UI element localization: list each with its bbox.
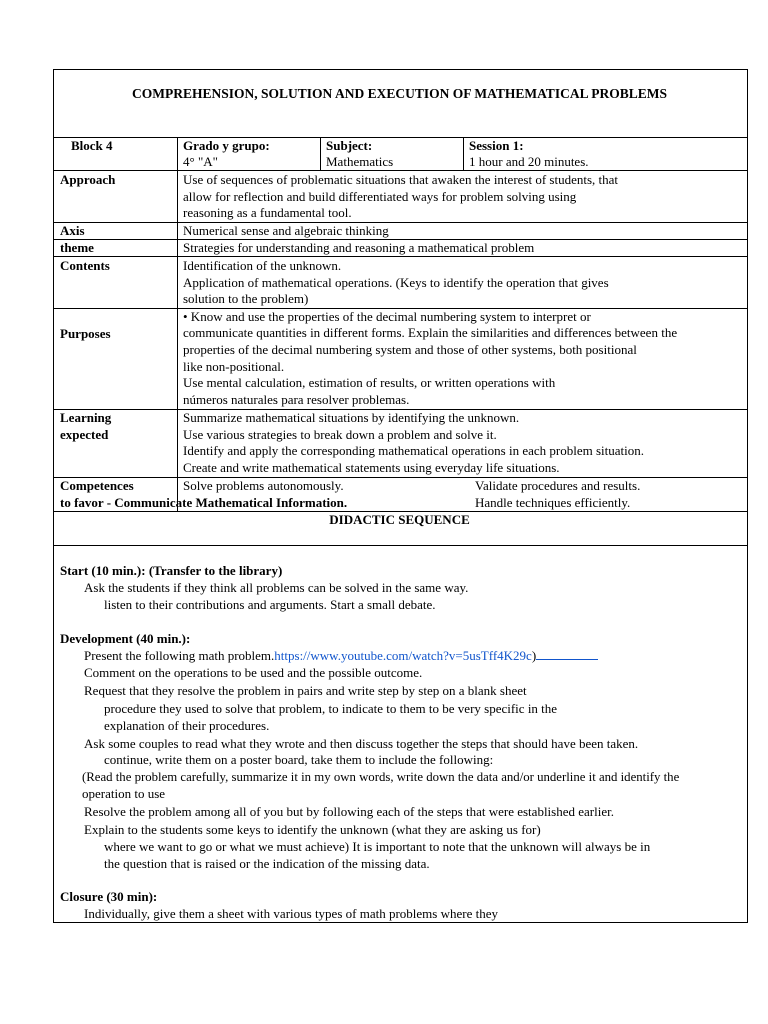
development-item: the question that is raised or the indication of the missing data. [104,856,430,871]
development-item [84,648,598,664]
row-divider [53,222,747,223]
axis-label: Axis [60,223,85,238]
approach-text: allow for reflection and build differentiated ways for problem solving using [183,189,577,204]
link-underline [536,649,598,660]
session-label: Session 1: [469,138,524,153]
theme-label: theme [60,240,94,255]
grade-value: 4° "A" [183,154,218,169]
competences-label: Competences [60,478,134,493]
purposes-text: Use mental calculation, estimation of results, or written operations with [183,375,556,390]
closing-paren: ) [531,648,537,663]
development-item: Comment on the operations to be used and the possible outcome. [84,665,423,680]
development-item: where we want to go or what we must achieve) It is important to note that the unknown will always be in [104,839,651,854]
contents-label: Contents [60,258,110,273]
competences-label: to favor - Communicate Mathematical Information. [60,495,348,510]
contents-text: solution to the problem) [183,291,309,306]
learning-text: Identify and apply the corresponding mathematical operations in each problem situation. [183,443,644,458]
video-link[interactable]: https://www.youtube.com/watch?v=5usTff4K29c [274,648,532,663]
row-divider [53,170,747,171]
grade-label: Grado y grupo: [183,138,270,153]
row-divider [53,256,747,257]
purposes-text: • Know and use the properties of the decimal numbering system to interpret or [183,309,591,324]
development-item: (Read the problem carefully, summarize it in my own words, write down the data and/or underline it and identify the [82,770,680,784]
development-item-text: Present the following math problem. [84,648,275,663]
learning-text: Use various strategies to break down a problem and solve it. [183,427,497,442]
purposes-text: properties of the decimal numbering system and those of other systems, both positional [183,342,637,357]
session-value: 1 hour and 20 minutes. [469,154,589,169]
purposes-label: Purposes [60,326,111,341]
development-item: procedure they used to solve that problem, to indicate to them to be very specific in the [104,701,558,716]
theme-value: Strategies for understanding and reasoning a mathematical problem [183,240,535,255]
closure-item: Individually, give them a sheet with various types of math problems where they [84,906,498,921]
row-divider [53,545,747,546]
development-item: Resolve the problem among all of you but by following each of the steps that were established earlier. [84,804,614,819]
learning-label: expected [60,427,109,442]
development-heading: Development (40 min.): [60,631,191,646]
development-item: Explain to the students some keys to identify the unknown (what they are asking us for) [84,822,541,837]
page-title: COMPREHENSION, SOLUTION AND EXECUTION OF MATHEMATICAL PROBLEMS [132,86,667,101]
subject-value: Mathematics [326,154,394,169]
column-divider [177,137,178,511]
row-divider [53,137,747,138]
development-item: operation to use [82,786,166,801]
purposes-text: like non-positional. [183,359,285,374]
competence-text: Solve problems autonomously. [183,478,344,493]
axis-value: Numerical sense and algebraic thinking [183,223,389,238]
development-item: explanation of their procedures. [104,718,270,733]
learning-label: Learning [60,410,112,425]
column-divider [463,137,464,170]
purposes-text: números naturales para resolver problemas. [183,392,410,407]
learning-text: Create and write mathematical statements using everyday life situations. [183,460,560,475]
purposes-text: communicate quantities in different forms. Explain the similarities and differences between the [183,325,678,340]
development-item: Ask some couples to read what they wrote and then discuss together the steps that should have been taken. [84,736,639,751]
competence-text: Handle techniques efficiently. [475,495,631,510]
contents-text: Identification of the unknown. [183,258,342,273]
didactic-sequence-heading: DIDACTIC SEQUENCE [329,512,470,527]
closure-heading: Closure (30 min): [60,889,158,904]
start-item: listen to their contributions and arguments. Start a small debate. [104,597,436,612]
contents-text: Application of mathematical operations. (Keys to identify the operation that gives [183,275,609,290]
development-item: continue, write them on a poster board, take them to include the following: [104,752,494,767]
column-divider [320,137,321,170]
competence-text: Validate procedures and results. [475,478,641,493]
start-item: Ask the students if they think all problems can be solved in the same way. [84,580,469,595]
subject-label: Subject: [326,138,373,153]
row-divider [53,477,747,478]
approach-text: reasoning as a fundamental tool. [183,205,352,220]
approach-label: Approach [60,172,116,187]
development-item: Request that they resolve the problem in pairs and write step by step on a blank sheet [84,683,527,698]
approach-text: Use of sequences of problematic situations that awaken the interest of students, that [183,172,619,187]
start-heading: Start (10 min.): (Transfer to the library) [60,563,283,578]
learning-text: Summarize mathematical situations by identifying the unknown. [183,410,520,425]
block-label: Block 4 [71,138,113,153]
